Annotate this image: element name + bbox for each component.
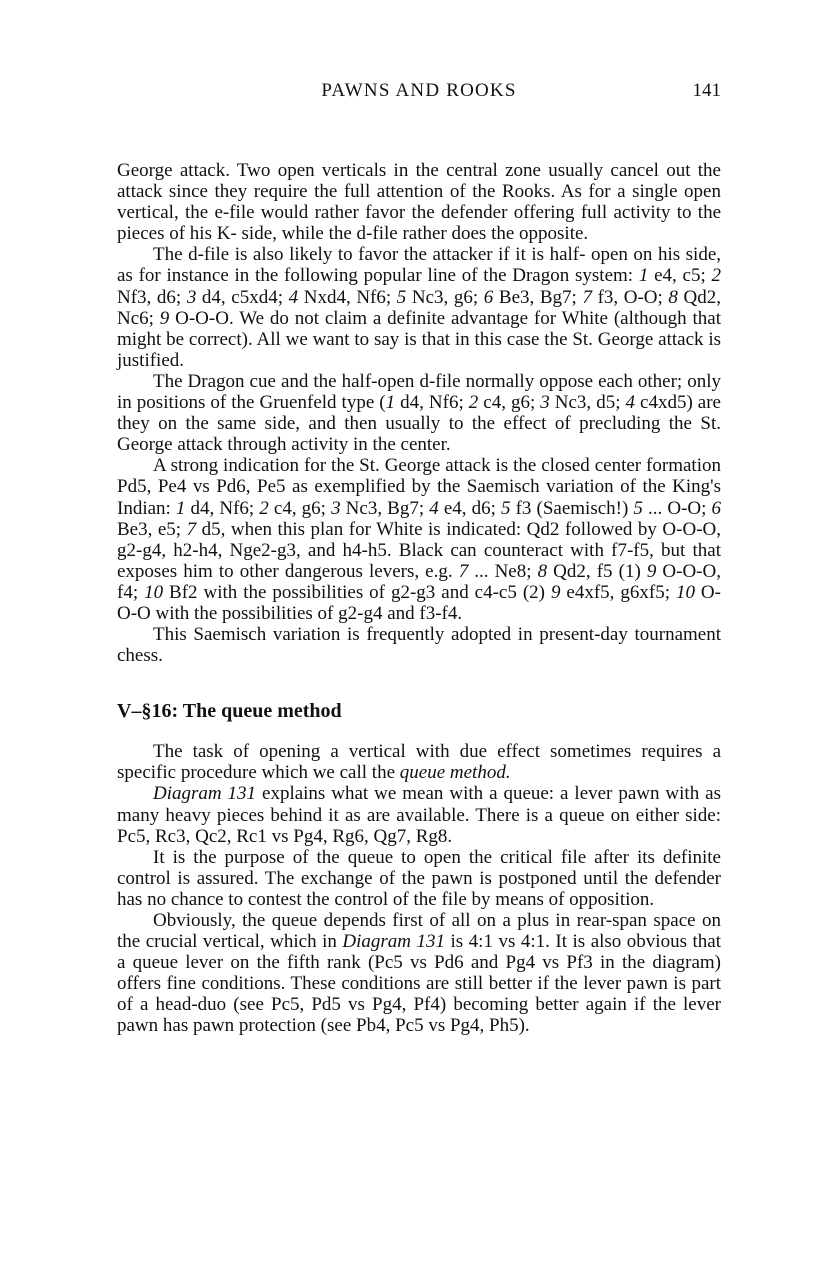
paragraph: This Saemisch variation is frequently adopted in present-day tournament chess. (117, 624, 721, 667)
text-after-section (117, 741, 721, 1036)
running-head: PAWNS AND ROOKS (321, 80, 517, 101)
paragraph: The task of opening a vertical with due effect sometimes requires a specific procedure which we call the queue method. (117, 741, 721, 784)
paragraph: George attack. Two open verticals in the central zone usually cancel out the attack since they require the full attention of the Rooks. As for a single open vertical, the e-file would rather favor the defender offering full activity to the pieces of his K- side, while the d-file rather does the opposite. (117, 160, 721, 245)
page-body (117, 160, 721, 1037)
paragraph: A strong indication for the St. George attack is the closed center formation Pd5, Pe4 vs Pd6, Pe5 as exemplified by the Saemisch variation of the King's Indian: 1 d4, Nf6; 2 c4, g6; 3 Nc3, Bg7; 4 e4, d6; 5 f3 (Saemisch!) 5 ... O-O; 6 Be3, e5; 7 d5, when this plan for White is indicated: Qd2 followed by O-O-O, g2-g4, h2-h4, Nge2-g3, and h4-h5. Black can counteract with f7-f5, but that exposes him to other dangerous levers, e.g. 7 ... Ne8; 8 Qd2, f5 (1) 9 O-O-O, f4; 10 Bf2 with the possibilities of g2-g3 and c4-c5 (2) 9 e4xf5, g6xf5; 10 O-O-O with the possibilities of g2-g4 and f3-f4. (117, 455, 722, 624)
paragraph: The Dragon cue and the half-open d-file normally oppose each other; only in positions of the Gruenfeld type (1 d4, Nf6; 2 c4, g6; 3 Nc3, d5; 4 c4xd5) are they on the same side, and then usually to the effect of precluding the St. George attack through activity in the center. (117, 370, 721, 456)
paragraph: The d-file is also likely to favor the attacker if it is half- open on his side, as for instance in the following popular line of the Dragon system: 1 e4, c5; 2 Nf3, d6; 3 d4, c5xd4; 4 Nxd4, Nf6; 5 Nc3, g6; 6 Be3, Bg7; 7 f3, O-O; 8 Qd2, Nc6; 9 O-O-O. We do not claim a definite advantage for White (although that might be correct). All we want to say is that in this case the St. George attack is justified. (117, 244, 722, 371)
paragraph: Obviously, the queue depends first of all on a plus in rear-span space on the crucial vertical, which in Diagram 131 is 4:1 vs 4:1. It is also obvious that a queue lever on the fifth rank (Pc5 vs Pd6 and Pg4 vs Pf3 in the diagram) offers fine conditions. These conditions are still better if the lever pawn is part of a head-duo (see Pc5, Pd5 vs Pg4, Pf4) becoming better again if the lever pawn has pawn protection (see Pb4, Pc5 vs Pg4, Ph5). (117, 910, 721, 1037)
page-header (117, 80, 721, 106)
paragraph: It is the purpose of the queue to open the critical file after its definite control is assured. The exchange of the pawn is postponed until the defender has no chance to contest the control of the file by means of opposition. (117, 846, 721, 910)
section-heading: V–§16: The queue method (117, 700, 342, 723)
paragraph: Diagram 131 explains what we mean with a queue: a lever pawn with as many heavy pieces behind it as are available. There is a queue on either side: Pc5, Rc3, Qc2, Rc1 vs Pg4, Rg6, Qg7, Rg8. (117, 783, 721, 847)
text-before-section (117, 160, 721, 666)
page-number: 141 (692, 80, 721, 101)
